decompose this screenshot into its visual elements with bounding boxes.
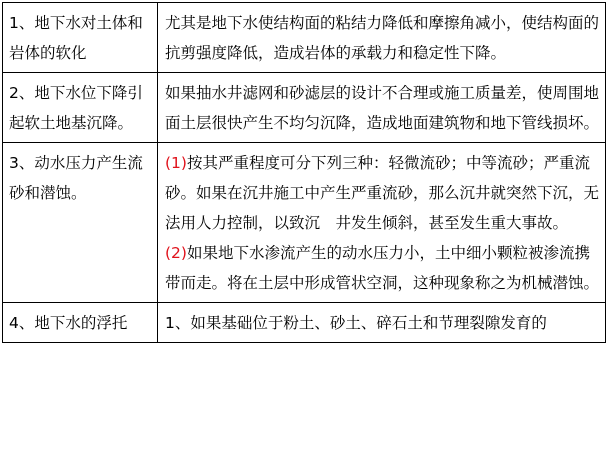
row-body-text: 尤其是地下水使结构面的粘结力降低和摩擦角减小，使结构面的抗剪强度降低，造成岩体的承载力和稳定性下降。 <box>165 14 600 62</box>
row-title <box>3 303 158 343</box>
table-row <box>3 73 606 143</box>
row-title-text: 4、地下水的浮托 <box>9 314 128 332</box>
row-title-text: 3、动水压力产生流砂和潜蚀。 <box>9 154 143 202</box>
table-row <box>3 303 606 343</box>
row-body-text: 如果抽水井滤网和砂滤层的设计不合理或施工质量差，使周围地面土层很快产生不均匀沉降，造成地面建筑物和地下管线损坏。 <box>165 84 600 132</box>
row-title-text: 2、地下水位下降引起软土地基沉降。 <box>9 84 143 132</box>
row-body <box>158 73 606 143</box>
row-title <box>3 143 158 303</box>
paragraph-number: (2) <box>165 244 187 262</box>
row-body <box>158 303 606 343</box>
paragraph-text: 如果地下水渗流产生的动水压力小，土中细小颗粒被渗流携带而走。将在土层中形成管状空洞，这种现象称之为机械潜蚀。 <box>165 244 600 292</box>
table-row <box>3 143 606 303</box>
paragraph-text: 按其严重程度可分下列三种：轻微流砂；中等流砂；严重流砂。如果在沉井施工中产生严重流砂，那么沉井就突然下沉，无法用人力控制，以致沉 井发生倾斜，甚至发生重大事故。 <box>165 154 600 232</box>
row-title-text: 1、地下水对土体和岩体的软化 <box>9 14 143 62</box>
paragraph-number: (1) <box>165 154 187 172</box>
row-body <box>158 3 606 73</box>
table-row <box>3 3 606 73</box>
row-body-text: 1、如果基础位于粉土、砂土、碎石土和节理裂隙发育的 <box>165 314 547 332</box>
body-paragraph <box>165 148 599 238</box>
content-table <box>2 2 606 343</box>
row-title <box>3 3 158 73</box>
row-title <box>3 73 158 143</box>
row-body <box>158 143 606 303</box>
body-paragraph <box>165 238 599 298</box>
